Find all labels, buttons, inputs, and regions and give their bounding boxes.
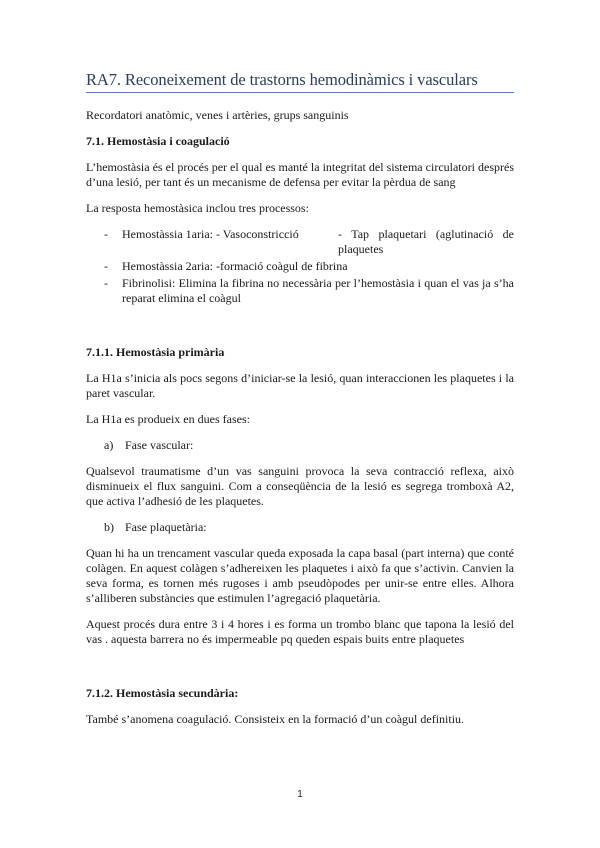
phase-a: [86, 438, 514, 453]
dash-bullet: -: [104, 227, 108, 241]
paragraph-coagulation: També s’anomena coagulació. Consisteix en la formació d’un coàgul definitiu.: [86, 712, 465, 726]
phase-b: [86, 520, 514, 535]
dash-bullet: -: [104, 259, 108, 273]
dash-bullet: -: [104, 276, 108, 290]
paragraph-hemostasia-definition: L’hemostàsia és el procés per el qual es manté la integritat del sistema circulatori després d’una lesió, per tant és un mecanisme de defensa per evitar la pèrdua de sang: [86, 160, 514, 189]
list-item-secondary: Hemostàssia 2aria: -formació coàgul de fibrina: [122, 259, 348, 273]
heading-7-1-2: 7.1.2. Hemostàsia secundària:: [86, 686, 239, 700]
title-underline: [86, 92, 514, 93]
list-item: [86, 259, 514, 274]
phase-a-label: Fase vascular:: [125, 438, 194, 452]
paragraph-vascular-phase: Qualsevol traumatisme d’un vas sanguini provoca la seva contracció reflexa, això disminueix el flux sanguini. Com a conseqüència de la lesió es segrega tromboxà A2, que activa l’adhesió de les plaquetes.: [86, 464, 514, 508]
paragraph-h1a-phases: La H1a es produeix en dues fases:: [86, 412, 250, 426]
list-item: [86, 227, 514, 257]
list-item-fibrinolysis: Fibrinolisi: Elimina la fibrina no necessària per l’hemostàsia i quan el vas ja s’ha reparat elimina el coàgul: [122, 276, 514, 305]
intro-line: Recordatori anatòmic, venes i artèries, grups sanguinis: [86, 108, 349, 122]
phase-a-marker: a): [104, 438, 114, 452]
page-number: 1: [297, 789, 303, 800]
heading-7-1-1: 7.1.1. Hemostàsia primària: [86, 345, 225, 359]
phase-b-marker: b): [104, 520, 114, 534]
phase-b-label: Fase plaquetària:: [125, 520, 207, 534]
processes-list: [86, 227, 514, 306]
document-body: [86, 108, 514, 738]
paragraph-platelet-phase: Quan hi ha un trencament vascular queda exposada la capa basal (part interna) que conté colàgen. En aquest colàgen s’adhereixen les plaquetes i això fa que s’activin. Canvien la seva forma, es tornen més rugoses i amb pseudòpodes per unir-se entre elles. Alhora s’alliberen substàncies que estimulen l’agregació plaquetària.: [86, 546, 514, 605]
section-spacer: [86, 317, 514, 345]
heading-7-1: 7.1. Hemostàsia i coagulació: [86, 134, 230, 148]
list-item-primary: Hemostàssia 1aria: - Vasoconstricció: [122, 227, 299, 241]
section-spacer: [86, 658, 514, 686]
paragraph-process-duration: Aquest procés dura entre 3 i 4 hores i es forma un trombo blanc que tapona la lesió del vas . aquesta barrera no és impermeable pq queden espais buits entre plaquetes: [86, 617, 514, 646]
list-item-platelet-plug: - Tap plaquetari (aglutinació de plaquetes: [338, 227, 514, 256]
paragraph-h1a-start: La H1a s’inicia als pocs segons d’iniciar-se la lesió, quan interaccionen les plaquetes i la paret vascular.: [86, 371, 514, 400]
document-title: RA7. Reconeixement de trastorns hemodinàmics i vasculars: [86, 70, 478, 89]
list-item: [86, 276, 514, 306]
paragraph-hemostatic-response: La resposta hemostàsica inclou tres processos:: [86, 201, 309, 215]
